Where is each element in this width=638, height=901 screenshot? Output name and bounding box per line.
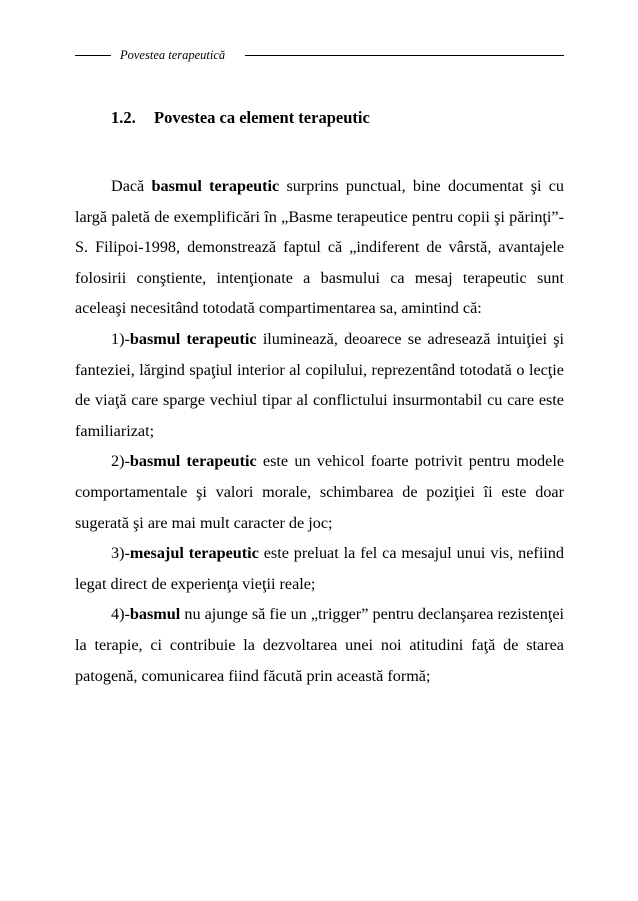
- list-item-emphasis: basmul terapeutic: [129, 452, 257, 471]
- list-item-text: este un vehicol foarte potrivit pentru modele comportamentale şi valori morale, schimbarea de poziţiei îi este doar sugerată şi are mai mult caracter de joc;: [75, 452, 565, 532]
- body-text: [75, 171, 564, 691]
- header-rule-right: [245, 55, 564, 56]
- paragraph-lead: Dacă: [111, 177, 152, 195]
- intro-paragraph: [75, 171, 564, 324]
- section-heading: [111, 107, 370, 129]
- list-item-marker: 3)-: [111, 544, 130, 563]
- paragraph-emphasis: basmul terapeutic: [151, 177, 280, 195]
- section-number: 1.2.: [111, 108, 136, 127]
- list-item-marker: 1)-: [111, 329, 130, 348]
- paragraph-text: surprins punctual, bine documentat şi cu largă paletă de exemplificări în „Basme terapeutice pentru copii şi părinţi”-S. Filipoi-1998, demonstrează faptul că „indiferent de vârstă, avantajele folosirii conştiente, intenţionate a basmului ca mesaj terapeutic sunt aceleaşi necesitând totodată compartimentarea sa, amintind că:: [75, 177, 565, 318]
- list-item-text: este preluat la fel ca mesajul unui vis, nefiind legat direct de experienţa vieţii reale;: [75, 544, 564, 593]
- list-item-marker: 4)-: [111, 605, 130, 624]
- header-rule-left: [75, 55, 111, 56]
- running-header: [75, 46, 564, 64]
- list-item-1: [75, 324, 564, 446]
- section-title: Povestea ca element terapeutic: [154, 108, 370, 127]
- list-item-text: iluminează, deoarece se adresează intuiţiei şi fanteziei, lărgind spaţiul interior al copilului, reprezentând totodată o lecţie de viaţă care sparge vechiul tipar al conflictului insurmontabil cu care este familiarizat;: [75, 329, 564, 440]
- running-header-title: Povestea terapeutică: [120, 48, 226, 62]
- list-item-4: [75, 599, 564, 691]
- list-item-marker: 2)-: [111, 452, 130, 471]
- list-item-3: [75, 538, 564, 599]
- list-item-text: nu ajunge să fie un „trigger” pentru declanşarea rezistenţei la terapie, ci contribuie la dezvoltarea unei noi atitudini faţă de starea patogenă, comunicarea fiind făcută prin această formă;: [75, 605, 564, 685]
- list-item-emphasis: mesajul terapeutic: [129, 544, 259, 563]
- list-item-emphasis: basmul: [129, 605, 181, 624]
- list-item-emphasis: basmul terapeutic: [129, 329, 257, 348]
- list-item-2: [75, 446, 564, 538]
